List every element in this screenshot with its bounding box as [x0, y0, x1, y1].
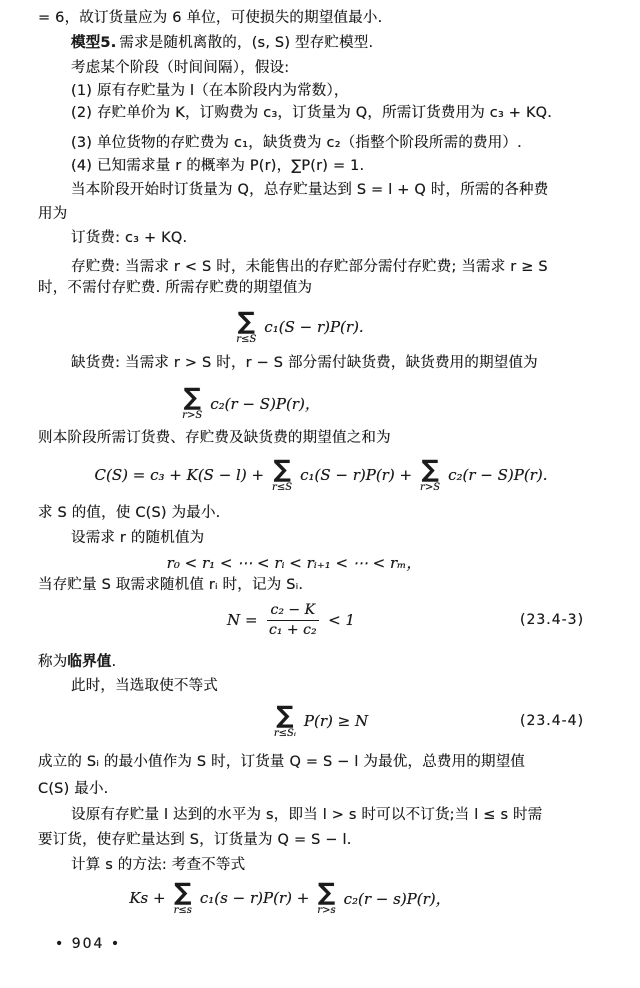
- formula-body: c₂(r − S)P(r)，: [210, 394, 320, 413]
- sigma-symbol: ∑: [237, 306, 255, 335]
- line-optimal-order: 成立的 Sᵢ 的最小值作为 S 时，订货量 Q = S − l 为最优，总费用的期望值: [38, 754, 526, 770]
- formula-selection-inequality: [38, 695, 604, 747]
- line-s-level-1: 设原有存贮量 l 达到的水平为 s，即当 l > s 时可以不订货;当 l ≤ s 时需: [71, 807, 543, 823]
- summation-limit: r>S: [420, 481, 441, 493]
- sigma-symbol: ∑: [317, 877, 336, 906]
- line-critical-value-name: [38, 652, 116, 673]
- line-assumption-2: (2) 存贮单价为 K，订购费为 c₃，订货量为 Q，所需订货费用为 c₃ + KQ.: [71, 105, 553, 121]
- formula-critical-value: [38, 598, 604, 642]
- line-stage-setup: 考虑某个阶段（时间间隔），假设:: [71, 60, 290, 76]
- line-order-quantity-intro: 当本阶段开始时订货量为 Q，总存贮量达到 S = l + Q 时，所需的各种费: [71, 182, 549, 198]
- summation-limit: r≤S: [236, 333, 257, 345]
- line-select-inequality-intro: 此时，当选取使不等式: [71, 678, 218, 694]
- line-total-cost-intro: 则本阶段所需订货费、存贮费及缺货费的期望值之和为: [38, 430, 391, 446]
- line-cost-intro-cont: 用为: [38, 206, 68, 222]
- line-cs-minimum: C(S) 最小.: [38, 781, 109, 797]
- fraction-numerator: c₂ − K: [267, 603, 320, 621]
- formula-tail: c₂(r − s)P(r)，: [343, 889, 451, 908]
- formula-tail: c₂(r − S)P(r).: [448, 466, 548, 484]
- line-storage-cost-2: 时，不需付存贮费. 所需存贮费的期望值为: [38, 280, 313, 296]
- formula-lhs: N =: [227, 611, 258, 629]
- formula-lhs: C(S) = c₃ + K(S − l) +: [94, 466, 265, 484]
- formula-s-inequality: [38, 874, 604, 922]
- critical-value-post: .: [111, 654, 117, 670]
- formula-body: c₁(S − r)P(r).: [264, 318, 364, 336]
- model5-title: 模型5.: [71, 35, 117, 51]
- line-assumption-3: (3) 单位货物的存贮费为 c₁，缺货费为 c₂（指整个阶段所需的费用）.: [71, 135, 522, 151]
- line-storage-cost-1: 存贮费: 当需求 r < S 时，未能售出的存贮部分需付存贮费; 当需求 r ≥ S: [71, 259, 548, 275]
- summation-limit: r>s: [317, 904, 336, 916]
- sigma-symbol: ∑: [276, 700, 294, 729]
- summation: [173, 877, 192, 916]
- formula-storage-cost-expectation: [38, 304, 604, 350]
- line-assumption-1: (1) 原有存贮量为 l（在本阶段内为常数），: [71, 83, 349, 99]
- line-random-demand-intro: 设需求 r 的随机值为: [71, 530, 205, 546]
- summation-limit: r≤S: [272, 481, 293, 493]
- summation-limit: r>S: [182, 409, 203, 421]
- summation: [272, 454, 293, 493]
- sigma-symbol: ∑: [174, 877, 192, 906]
- line-compute-s-method: 计算 s 的方法: 考查不等式: [71, 857, 246, 873]
- summation: [273, 700, 296, 739]
- formula-demand-sequence: [38, 552, 604, 572]
- summation: [317, 877, 336, 916]
- sigma-symbol: ∑: [183, 382, 201, 411]
- line-si-definition: 当存贮量 S 取需求随机值 rᵢ 时，记为 Sᵢ.: [38, 577, 304, 593]
- fraction-denominator: c₁ + c₂: [269, 621, 317, 638]
- formula-mid: c₁(S − r)P(r) +: [300, 466, 413, 484]
- summation-limit: r≤Sᵢ: [273, 727, 296, 739]
- formula-shortage-cost-expectation: [38, 380, 604, 426]
- sigma-symbol: ∑: [421, 454, 439, 483]
- line-minimize-cs: 求 S 的值，使 C(S) 为最小.: [38, 505, 221, 521]
- summation: [236, 306, 257, 345]
- critical-value-pre: 称为: [38, 654, 68, 670]
- formula-lhs: Ks +: [129, 889, 166, 907]
- page-number: • 904 •: [55, 936, 122, 952]
- model5-subtitle: 需求是随机离散的，(s, S) 型存贮模型.: [119, 35, 374, 51]
- critical-value-term: 临界值: [67, 654, 112, 670]
- summation-limit: r≤s: [173, 904, 192, 916]
- line-ordering-cost: 订货费: c₃ + KQ.: [71, 230, 188, 246]
- sigma-symbol: ∑: [273, 454, 291, 483]
- equation-number-23-4-4: (23.4-4): [520, 713, 585, 729]
- formula-body: P(r) ≥ N: [303, 712, 369, 730]
- line-assumption-4: (4) 已知需求量 r 的概率为 P(r)，∑P(r) = 1.: [71, 158, 365, 174]
- formula-body: r₀ < r₁ < ⋯ < rᵢ < rᵢ₊₁ < ⋯ < rₘ，: [166, 553, 422, 572]
- line-shortage-cost: 缺货费: 当需求 r > S 时，r − S 部分需付缺货费，缺货费用的期望值为: [71, 355, 538, 371]
- equation-number-23-4-3: (23.4-3): [520, 612, 585, 628]
- line-model5-heading: [71, 33, 373, 54]
- formula-rhs: < 1: [328, 611, 355, 629]
- formula-total-cost: [38, 456, 604, 494]
- summation: [182, 382, 203, 421]
- line-expected-loss-conclusion: = 6，故订货量应为 6 单位，可使损失的期望值最小.: [38, 10, 383, 26]
- line-s-level-2: 要订货，使存贮量达到 S，订货量为 Q = S − l.: [38, 832, 352, 848]
- fraction: [267, 603, 320, 638]
- formula-mid: c₁(s − r)P(r) +: [199, 889, 310, 907]
- summation: [420, 454, 441, 493]
